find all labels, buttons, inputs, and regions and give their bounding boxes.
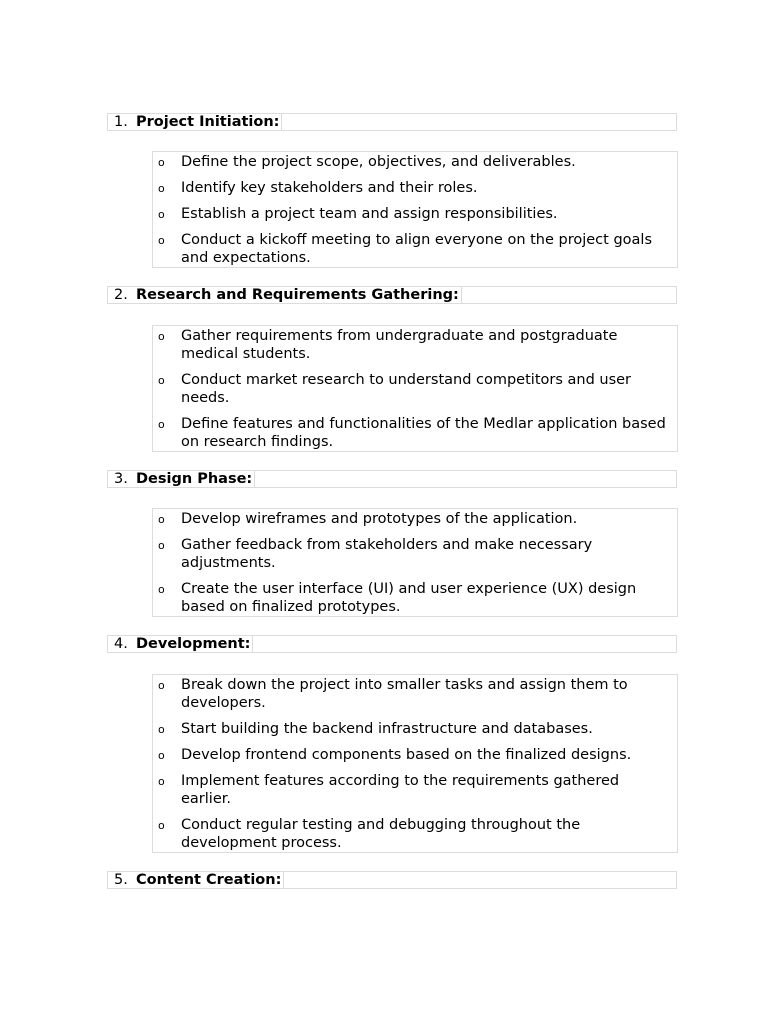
section-list-project-initiation bbox=[152, 151, 678, 268]
list-item bbox=[153, 415, 677, 451]
section-title: Project Initiation: bbox=[136, 113, 282, 131]
bullet-icon: o bbox=[158, 182, 165, 195]
section-number: 2. bbox=[114, 287, 128, 303]
list-item bbox=[153, 676, 677, 712]
list-item bbox=[153, 205, 677, 223]
list-item bbox=[153, 772, 677, 808]
section-heading-design bbox=[107, 470, 677, 488]
section-list-development bbox=[152, 674, 678, 853]
list-item bbox=[153, 371, 677, 407]
list-item-text: Develop wireframes and prototypes of the application. bbox=[181, 511, 578, 527]
section-list-research bbox=[152, 325, 678, 452]
list-item-text: Start building the backend infrastructure and databases. bbox=[181, 721, 593, 737]
list-item bbox=[153, 153, 677, 171]
section-heading-project-initiation bbox=[107, 113, 677, 131]
section-title: Design Phase: bbox=[136, 470, 255, 488]
bullet-icon: o bbox=[158, 819, 165, 832]
section-heading-content-creation bbox=[107, 871, 677, 889]
list-item-text: Establish a project team and assign responsibilities. bbox=[181, 206, 558, 222]
section-title: Content Creation: bbox=[136, 871, 284, 889]
list-item bbox=[153, 720, 677, 738]
bullet-icon: o bbox=[158, 418, 165, 431]
bullet-icon: o bbox=[158, 723, 165, 736]
section-heading-research bbox=[107, 286, 677, 304]
bullet-icon: o bbox=[158, 513, 165, 526]
list-item-text: Implement features according to the requirements gathered earlier. bbox=[181, 773, 620, 807]
list-item-text: Define the project scope, objectives, and deliverables. bbox=[181, 154, 576, 170]
bullet-icon: o bbox=[158, 539, 165, 552]
list-item bbox=[153, 746, 677, 764]
section-title: Development: bbox=[136, 635, 253, 653]
bullet-icon: o bbox=[158, 330, 165, 343]
list-item-text: Gather requirements from undergraduate and postgraduate medical students. bbox=[181, 328, 618, 362]
section-number: 5. bbox=[114, 872, 128, 888]
list-item bbox=[153, 231, 677, 267]
section-number: 1. bbox=[114, 114, 128, 130]
bullet-icon: o bbox=[158, 749, 165, 762]
list-item-text: Identify key stakeholders and their roles. bbox=[181, 180, 478, 196]
list-item-text: Break down the project into smaller tasks and assign them to developers. bbox=[181, 677, 628, 711]
list-item bbox=[153, 580, 677, 616]
list-item-text: Conduct regular testing and debugging throughout the development process. bbox=[181, 817, 581, 851]
section-number: 4. bbox=[114, 636, 128, 652]
bullet-icon: o bbox=[158, 775, 165, 788]
section-number: 3. bbox=[114, 471, 128, 487]
list-item-text: Conduct market research to understand competitors and user needs. bbox=[181, 372, 632, 406]
bullet-icon: o bbox=[158, 234, 165, 247]
section-list-design bbox=[152, 508, 678, 617]
list-item-text: Define features and functionalities of the Medlar application based on research findings. bbox=[181, 416, 666, 450]
list-item bbox=[153, 536, 677, 572]
list-item-text: Gather feedback from stakeholders and make necessary adjustments. bbox=[181, 537, 593, 571]
section-heading-development bbox=[107, 635, 677, 653]
list-item-text: Develop frontend components based on the finalized designs. bbox=[181, 747, 632, 763]
list-item bbox=[153, 816, 677, 852]
bullet-icon: o bbox=[158, 583, 165, 596]
section-title: Research and Requirements Gathering: bbox=[136, 286, 462, 304]
bullet-icon: o bbox=[158, 374, 165, 387]
bullet-icon: o bbox=[158, 208, 165, 221]
list-item bbox=[153, 510, 677, 528]
list-item-text: Create the user interface (UI) and user experience (UX) design based on finalized prototypes. bbox=[181, 581, 637, 615]
list-item-text: Conduct a kickoff meeting to align everyone on the project goals and expectations. bbox=[181, 232, 652, 266]
bullet-icon: o bbox=[158, 156, 165, 169]
bullet-icon: o bbox=[158, 679, 165, 692]
list-item bbox=[153, 327, 677, 363]
list-item bbox=[153, 179, 677, 197]
